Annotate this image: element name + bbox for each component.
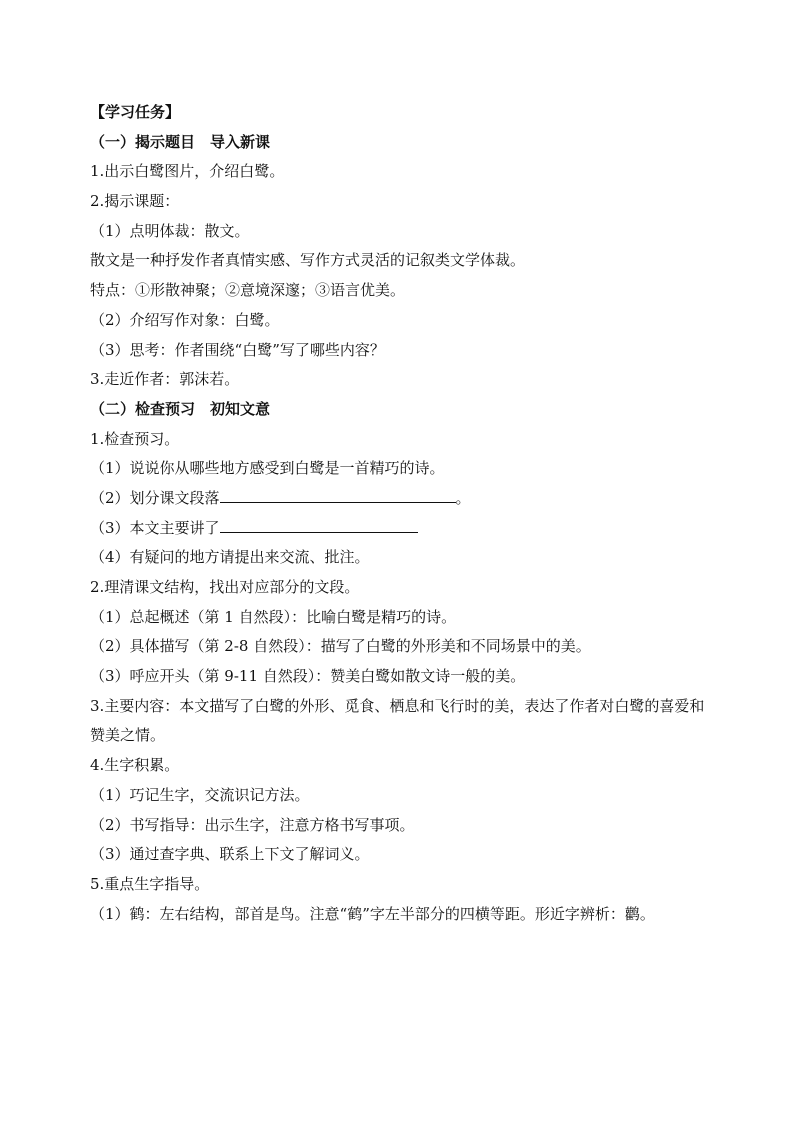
paragraph: （2）介绍写作对象：白鹭。: [90, 310, 280, 329]
paragraph-with-blank: [90, 484, 710, 514]
paragraph: 特点：①形散神聚；②意境深邃；③语言优美。: [90, 281, 406, 300]
section2-heading: （二）检查预习 初知文意: [90, 399, 271, 418]
paragraph: 5.重点生字指导。: [90, 874, 210, 893]
fill-in-blank[interactable]: [220, 515, 418, 533]
paragraph: 1.出示白鹭图片，介绍白鹭。: [90, 162, 285, 181]
paragraph: （3）通过查字典、联系上下文了解词义。: [90, 845, 370, 864]
paragraph-text: （3）本文主要讲了: [90, 518, 220, 537]
paragraph: （3）呼应开头（第 9-11 自然段）：赞美白鹭如散文诗一般的美。: [90, 667, 526, 686]
paragraph: （1）巧记生字，交流识记方法。: [90, 785, 310, 804]
paragraph: 2.理清课文结构，找出对应部分的文段。: [90, 578, 360, 596]
task-heading: 【学习任务】: [90, 103, 181, 121]
paragraph: 2.揭示课题：: [90, 192, 180, 211]
paragraph-text: （2）划分课文段落: [90, 488, 220, 507]
section1-heading: （一）揭示题目 导入新课: [90, 132, 271, 151]
paragraph: （3）思考：作者围绕“白鹭”写了哪些内容？: [90, 340, 385, 359]
paragraph: 4.生字积累。: [90, 756, 180, 775]
paragraph: （4）有疑问的地方请提出来交流、批注。: [90, 548, 370, 567]
paragraph-with-blank: [90, 514, 710, 544]
paragraph: （1）总起概述（第 1 自然段）：比喻白鹭是精巧的诗。: [90, 607, 457, 626]
paragraph-text: 。: [455, 488, 471, 507]
paragraph: 3.主要内容：本文描写了白鹭的外形、觅食、栖息和飞行时的美，表达了作者对白鹭的喜爱和赞美之情。: [90, 696, 705, 745]
document-page: [90, 98, 710, 929]
paragraph: 散文是一种抒发作者真情实感、写作方式灵活的记叙类文学体裁。: [90, 251, 526, 270]
paragraph: （2）书写指导：出示生字，注意方格书写事项。: [90, 815, 415, 834]
paragraph: （1）点明体裁：散文。: [90, 221, 250, 240]
paragraph: （1）鹤：左右结构，部首是鸟。注意“鹤”字左半部分的四横等距。形近字辨析：鹳。: [90, 904, 655, 923]
fill-in-blank[interactable]: [220, 485, 456, 503]
paragraph: （1）说说你从哪些地方感受到白鹭是一首精巧的诗。: [90, 459, 445, 478]
paragraph: （2）具体描写（第 2-8 自然段）：描写了白鹭的外形美和不同场景中的美。: [90, 637, 591, 656]
paragraph: 3.走近作者：郭沫若。: [90, 370, 240, 389]
paragraph: 1.检查预习。: [90, 429, 180, 448]
